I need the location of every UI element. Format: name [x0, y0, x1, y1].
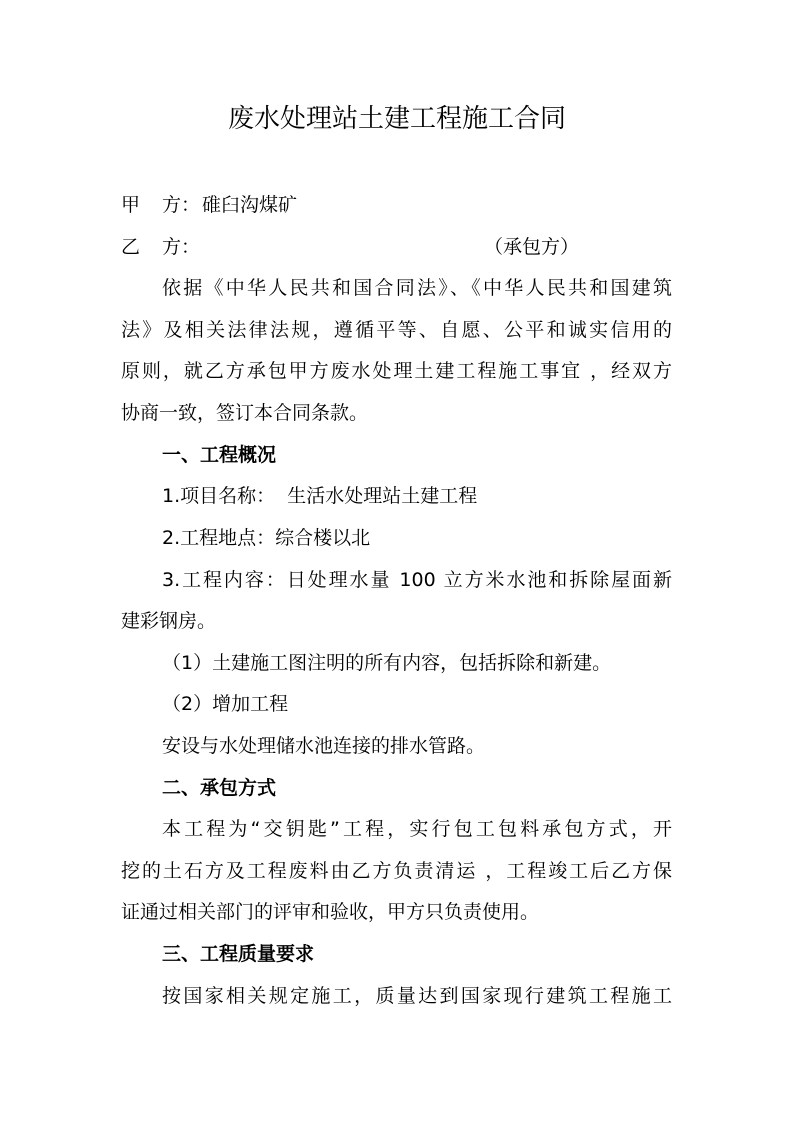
intro-line-4: 协商一致，签订本合同条款。 [121, 402, 369, 424]
party-b-label-1: 乙 [121, 236, 141, 258]
intro-line-3: 原则，就乙方承包甲方废水处理土建工程施工事宜 ，经双方 [121, 360, 672, 382]
section1-sub2: （2）增加工程 [162, 693, 289, 715]
section3-heading: 三、工程质量要求 [162, 943, 315, 965]
section1-heading: 一、工程概况 [162, 444, 277, 466]
section1-item2: 2.工程地点：综合楼以北 [162, 527, 371, 549]
document-title: 废水处理站土建工程施工合同 [227, 104, 566, 134]
party-a-label-1: 甲 [121, 194, 141, 216]
intro-line-2: 法》及相关法律法规，遵循平等、自愿、公平和诚实信用的 [121, 319, 672, 341]
section2-line-1: 本工程为“交钥匙”工程，实行包工包料承包方式，开 [162, 818, 672, 840]
intro-line-1: 依据《中华人民共和国合同法》、《中华人民共和国建筑 [162, 277, 672, 299]
party-a-value: 碓臼沟煤矿 [202, 194, 298, 216]
section3-line-1: 按国家相关规定施工，质量达到国家现行建筑工程施工 [162, 985, 672, 1007]
party-b-label-2: 方： [162, 236, 201, 258]
section2-heading: 二、承包方式 [162, 777, 277, 799]
party-b-suffix: （承包方） [484, 236, 580, 258]
section2-line-3: 证通过相关部门的评审和验收，甲方只负责使用。 [121, 901, 540, 923]
section1-item3-line-1: 3.工程内容：日处理水量 100 立方米水池和拆除屋面新 [162, 569, 672, 591]
section1-item1: 1.项目名称： 生活水处理站土建工程 [162, 485, 478, 507]
section1-item3-line-2: 建彩钢房。 [121, 610, 217, 632]
section1-sub2-detail: 安设与水处理储水池连接的排水管路。 [162, 735, 486, 757]
section1-sub1: （1）土建施工图注明的所有内容，包括拆除和新建。 [162, 652, 612, 674]
section2-line-2: 挖的土石方及工程废料由乙方负责清运 ，工程竣工后乙方保 [121, 860, 672, 882]
party-a-label-2: 方： [162, 194, 201, 216]
